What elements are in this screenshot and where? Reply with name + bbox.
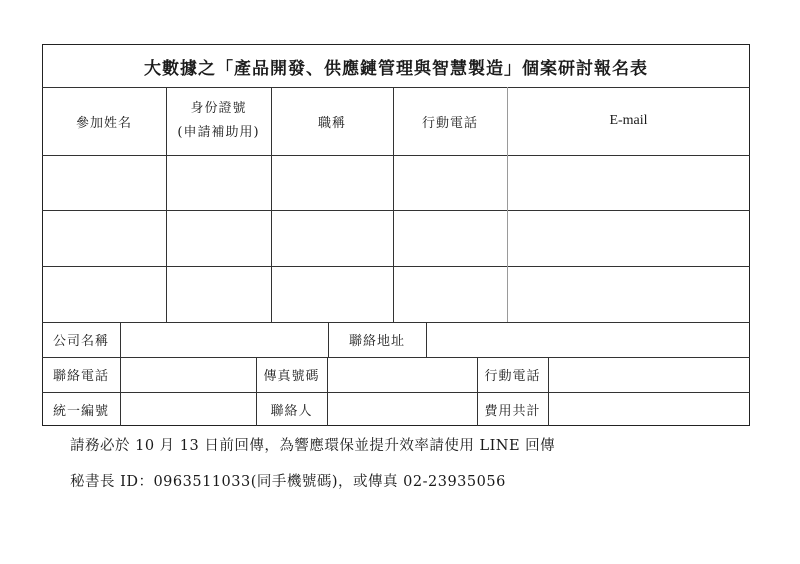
- participant-2-mobile-field[interactable]: [393, 210, 507, 266]
- participant-1-title-field[interactable]: [271, 155, 393, 210]
- phone-label: 聯絡電話: [52, 369, 109, 384]
- contact-person-label: 聯絡人: [270, 403, 313, 419]
- header-name: 參加姓名: [75, 115, 132, 131]
- participant-2-id-field[interactable]: [166, 210, 271, 266]
- participant-2-title-field[interactable]: [271, 210, 393, 266]
- form-title: 大數據之「產品開發、供應鏈管理與智慧製造」個案研討報名表: [144, 58, 648, 79]
- participant-3-mobile-field[interactable]: [393, 266, 507, 322]
- fax-label: 傳真號碼: [263, 369, 320, 384]
- header-job-title: 職稱: [317, 115, 346, 131]
- participant-3-name-field[interactable]: [42, 266, 166, 322]
- address-label: 聯絡地址: [348, 334, 405, 349]
- company-name-field[interactable]: [120, 322, 328, 357]
- address-field[interactable]: [426, 322, 750, 357]
- fee-total-label: 費用共計: [484, 403, 541, 419]
- fax-field[interactable]: [327, 357, 477, 392]
- contact-person-field[interactable]: [327, 392, 477, 426]
- tax-id-label: 統一編號: [52, 403, 109, 419]
- participant-3-id-field[interactable]: [166, 266, 271, 322]
- participant-2-email-field[interactable]: [507, 210, 750, 266]
- participant-1-email-field[interactable]: [507, 155, 750, 210]
- participant-1-name-field[interactable]: [42, 155, 166, 210]
- header-mobile: 行動電話: [421, 115, 478, 131]
- header-email: E-mail: [609, 113, 648, 128]
- tax-id-field[interactable]: [120, 392, 256, 426]
- participant-2-name-field[interactable]: [42, 210, 166, 266]
- fee-total-field[interactable]: [548, 392, 750, 426]
- participant-1-mobile-field[interactable]: [393, 155, 507, 210]
- company-name-label: 公司名稱: [52, 334, 109, 349]
- company-mobile-label: 行動電話: [484, 369, 541, 384]
- header-id-line2: (申請補助用): [177, 125, 260, 140]
- participant-3-title-field[interactable]: [271, 266, 393, 322]
- header-id-line1: 身份證號: [190, 101, 247, 116]
- participant-1-id-field[interactable]: [166, 155, 271, 210]
- company-mobile-field[interactable]: [548, 357, 750, 392]
- header-id-number: [166, 87, 271, 155]
- deadline-note: 請務必於 10 月 13 日前回傳，為響應環保並提升效率請使用 LINE 回傳: [70, 438, 556, 454]
- contact-note: 秘書長 ID：0963511033(同手機號碼)，或傳真 02-23935056: [70, 474, 506, 490]
- phone-field[interactable]: [120, 357, 256, 392]
- participant-3-email-field[interactable]: [507, 266, 750, 322]
